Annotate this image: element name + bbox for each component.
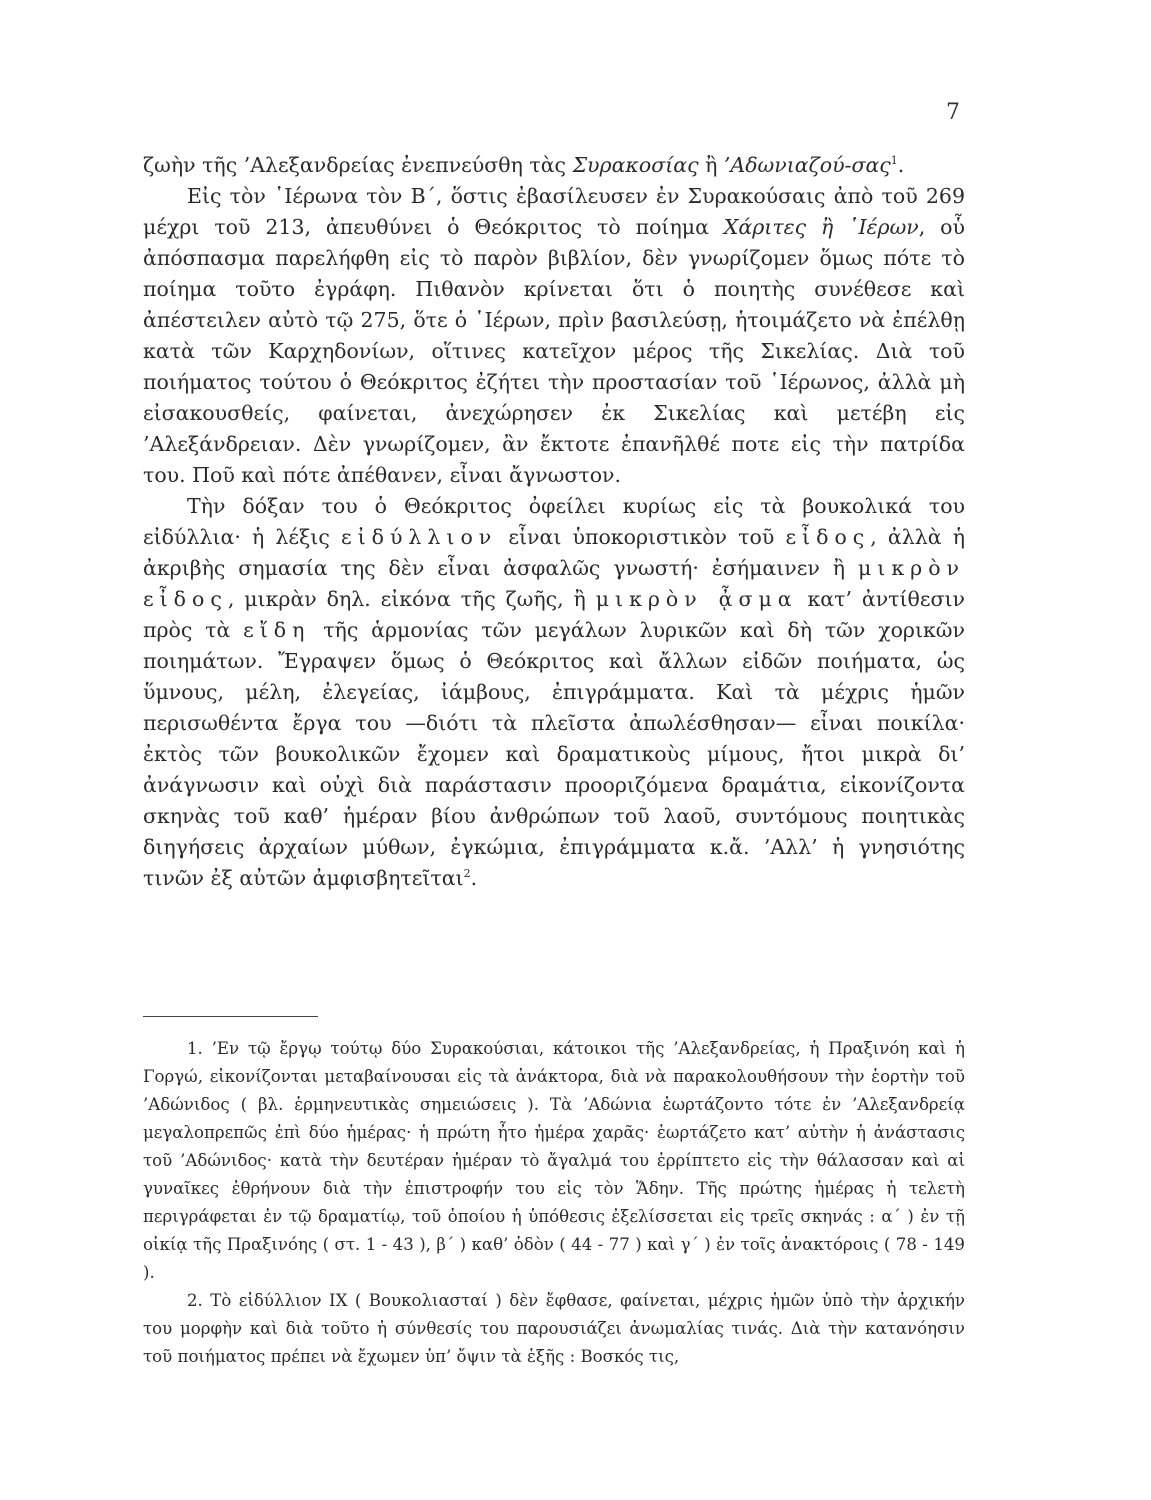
text-run: . xyxy=(470,866,478,890)
spaced-word: εἴδη xyxy=(243,618,311,642)
title-charites: Χάριτες ἢ ῾Ιέρων xyxy=(723,215,919,239)
footnote-ref-2: 2 xyxy=(463,867,471,881)
text-run: , μικρὰν δηλ. εἰκόνα τῆς ζωῆς, ἢ xyxy=(227,587,596,611)
title-adoniazousai: ’Αδωνιαζού-σας xyxy=(723,153,891,177)
spaced-word: μικρὸν εἶδος xyxy=(143,556,965,611)
spaced-word: εἰδύλλιον xyxy=(340,525,498,549)
paragraph-hieron xyxy=(143,181,965,491)
paragraph-continuation xyxy=(143,150,965,181)
footnote-2: 2. Τὸ εἰδύλλιον IX ( Βουκολιασταί ) δὲν ἔφθασε, φαίνεται, μέχρις ἡμῶν ὑπὸ τὴν ἀρχικήν του μορφὴν καὶ διὰ τοῦτο ἡ σύνθεσίς του παρουσιάζει ἀνωμαλίας τινάς. Διὰ τὴν κατανόησιν τοῦ ποιήματος πρέπει νὰ ἔχωμεν ὑπ’ ὄψιν τὰ ἑξῆς : Βοσκός τις, xyxy=(143,1291,965,1366)
text-run: . xyxy=(897,153,905,177)
spaced-word: εἶδος xyxy=(785,525,871,549)
footnotes xyxy=(143,1035,965,1371)
footnote-1: 1. ’Εν τῷ ἔργῳ τούτῳ δύο Συρακούσιαι, κάτοικοι τῆς ’Αλεξανδρείας, ἡ Πραξινόη καὶ ἡ Γοργώ, εἰκονίζονται μεταβαίνουσαι εἰς τὰ ἀνάκτορα, διὰ νὰ παρακολουθήσουν τὴν ἑορτὴν τοῦ ’Αδώνιδος ( βλ. ἑρμηνευτικὰς σημειώσεις ). Τὰ ’Αδώνια ἑωρτάζοντο τότε ἐν ’Αλεξανδρείᾳ μεγαλοπρεπῶς ἐπὶ δύο ἡμέρας· ἡ πρώτη ἦτο ἡμέρα χαρᾶς· ἑωρτάζετο κατ’ αὐτὴν ἡ ἀνάστασις τοῦ ’Αδώνιδος· κατὰ τὴν δευτέραν ἡμέραν τὸ ἄγαλμά του ἐρρίπτετο εἰς τὴν θάλασσαν καὶ αἱ γυναῖκες ἐθρήνουν διὰ τὴν ἐπιστροφήν του εἰς τὸν Ἅδην. Τῆς πρώτης ἡμέρας ἡ τελετὴ περιγράφεται ἐν τῷ δραματίῳ, τοῦ ὁποίου ἡ ὑπόθεσις ἐξελίσσεται εἰς τρεῖς σκηνάς : α΄ ) ἐν τῇ οἰκίᾳ τῆς Πραξινόης ( στ. 1 - 43 ), β΄ ) καθ’ ὁδὸν ( 44 - 77 ) καὶ γ΄ ) ἐν τοῖς ἀνακτόροις ( 78 - 149 ). xyxy=(143,1039,965,1282)
footnote-ref-1: 1 xyxy=(890,154,898,168)
paragraph-idylls xyxy=(143,491,965,894)
text-run: ἢ xyxy=(698,153,724,177)
text-run: , ἀλλὰ ἡ ἀκριβὴς σημασία της δὲν εἶναι ἀσφαλῶς γνωστή· ἐσήμαινεν ἢ xyxy=(143,525,965,580)
page-number: 7 xyxy=(946,100,960,125)
text-run: Εἰς τὸν ῾Ιέρωνα τὸν Β΄, ὅστις ἐβασίλευσεν ἐν Συρακούσαις ἀπὸ τοῦ 269 μέχρι τοῦ 213, ἀπευθύνει ὁ Θεόκριτος τὸ ποίημα xyxy=(143,184,965,239)
text-run: τῆς ἁρμονίας τῶν μεγάλων λυρικῶν καὶ δὴ τῶν χορικῶν ποιημάτων. Ἔγραψεν ὅμως ὁ Θεόκριτος καὶ ἄλλων εἰδῶν ποιήματα, ὡς ὕμνους, μέλη, ἐλεγείας, ἰάμβους, ἐπιγράμματα. Καὶ τὰ μέχρις ἡμῶν περισωθέντα ἔργα του —διότι τὰ πλεῖστα ἀπωλέσθησαν— εἶναι ποικίλα· ἐκτὸς τῶν βουκολικῶν ἔχομεν καὶ δραματικοὺς μίμους, ἤτοι μικρὰ δι’ ἀνάγνωσιν καὶ οὐχὶ διὰ παράστασιν προοριζόμενα δραμάτια, εἰκονίζοντα σκηνὰς τοῦ καθ’ ἡμέραν βίου ἀνθρώπων τοῦ λαοῦ, συντόμους ποιητικὰς διηγήσεις ἀρχαίων μύθων, ἐγκώμια, ἐπιγράμματα κ.ἄ. ’Αλλ’ ἡ γνησιότης τινῶν ἐξ αὐτῶν ἀμφισβητεῖται xyxy=(143,618,965,890)
text-run: , οὗ ἀπόσπασμα παρελήφθη εἰς τὸ παρὸν βιβλίον, δὲν γνωρίζομεν ὅμως πότε τὸ ποίημα τοῦτο ἐγράφη. Πιθανὸν κρίνεται ὅτι ὁ ποιητὴς συνέθεσε καὶ ἀπέστειλεν αὐτὸ τῷ 275, ὅτε ὁ ῾Ιέρων, πρὶν βασιλεύσῃ, ἡτοιμάζετο νὰ ἐπέλθῃ κατὰ τῶν Καρχηδονίων, οἵτινες κατεῖχον μέρος τῆς Σικελίας. Διὰ τοῦ ποιήματος τούτου ὁ Θεόκριτος ἐζήτει τὴν προστασίαν τοῦ ῾Ιέρωνος, ἀλλὰ μὴ εἰσακουσθείς, φαίνεται, ἀνεχώρησεν ἐκ Σικελίας καὶ μετέβη εἰς ’Αλεξάνδρειαν. Δὲν γνωρίζομεν, ἂν ἔκτοτε ἐπανῆλθέ ποτε εἰς τὴν πατρίδα του. Ποῦ καὶ πότε ἀπέθανεν, εἶναι ἄγνωστον. xyxy=(143,215,965,487)
spaced-word: μικρὸν ᾆσμα xyxy=(595,587,798,611)
text-run: εἶναι ὑποκοριστικὸν τοῦ xyxy=(497,525,786,549)
footnote-divider xyxy=(143,1016,318,1017)
text-run: κατ’ ἀντίθεσιν πρὸς τὰ xyxy=(143,587,965,642)
main-text xyxy=(143,150,965,894)
title-syrakosiai: Συρακοσίας xyxy=(572,153,699,177)
text-run: ζωὴν τῆς ’Αλεξανδρείας ἐνεπνεύσθη τὰς xyxy=(143,153,573,177)
text-run: Τὴν δόξαν του ὁ Θεόκριτος ὀφείλει κυρίως εἰς τὰ βουκολικά του εἰδύλλια· ἡ λέξις xyxy=(143,494,965,549)
